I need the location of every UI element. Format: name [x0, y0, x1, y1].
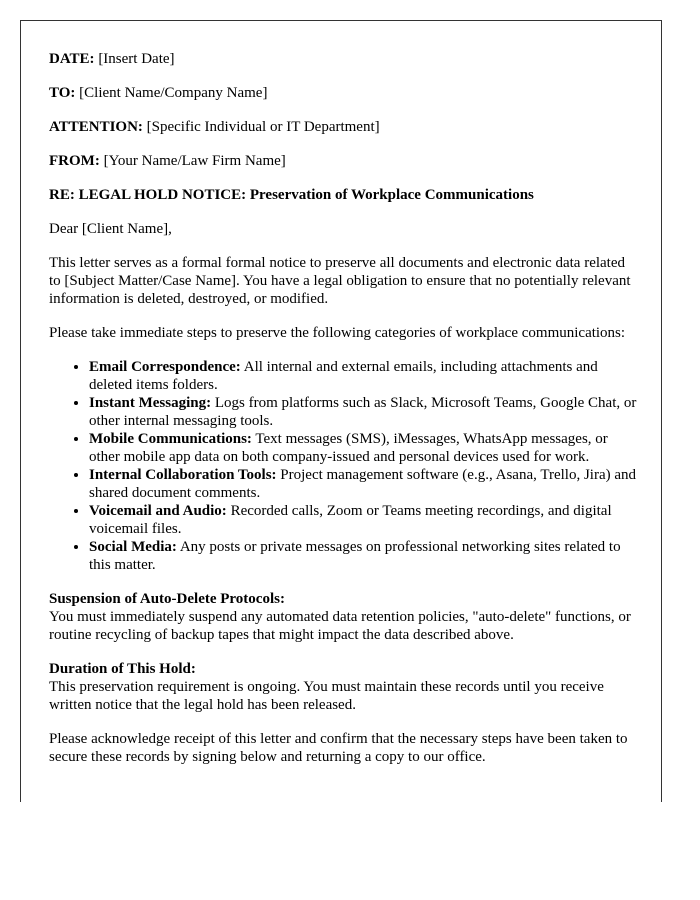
duration-section: Duration of This Hold: This preservation requirement is ongoing. You must maintain these records until you receive written notice that the legal hold has been released.	[49, 661, 604, 713]
list-item: • Email Correspondence: All internal and external emails, including attachments and deleted items folders.	[89, 358, 639, 394]
salutation: Dear [Client Name],	[49, 221, 172, 237]
date-line: DATE: [Insert Date]	[49, 51, 175, 67]
letter-page	[20, 20, 662, 802]
re-line: RE: LEGAL HOLD NOTICE: Preservation of Workplace Communications	[49, 187, 534, 203]
categories-list	[49, 358, 639, 574]
to-line: TO: [Client Name/Company Name]	[49, 85, 268, 101]
list-item: • Internal Collaboration Tools: Project management software (e.g., Asana, Trello, Jira) and shared document comments.	[89, 466, 639, 502]
list-item: • Mobile Communications: Text messages (SMS), iMessages, WhatsApp messages, or other mobile app data on both company-issued and personal devices used for work.	[89, 430, 639, 466]
suspension-section: Suspension of Auto-Delete Protocols: You must immediately suspend any automated data retention policies, "auto-delete" functions, or routine recycling of backup tapes that might impact the data described above.	[49, 591, 631, 643]
list-item: • Instant Messaging: Logs from platforms such as Slack, Microsoft Teams, Google Chat, or other internal messaging tools.	[89, 394, 639, 430]
acknowledge-paragraph: Please acknowledge receipt of this letter and confirm that the necessary steps have been taken to secure these records by signing below and returning a copy to our office.	[49, 731, 628, 765]
list-item: • Voicemail and Audio: Recorded calls, Zoom or Teams meeting recordings, and digital voicemail files.	[89, 502, 639, 538]
intro-paragraph: This letter serves as a formal formal notice to preserve all documents and electronic data related to [Subject Matter/Case Name]. You have a legal obligation to ensure that no potentially relevant information is deleted, destroyed, or modified.	[49, 255, 631, 307]
from-line: FROM: [Your Name/Law Firm Name]	[49, 153, 286, 169]
attention-line: ATTENTION: [Specific Individual or IT Department]	[49, 119, 380, 135]
list-item: • Social Media: Any posts or private messages on professional networking sites related to this matter.	[89, 538, 639, 574]
categories-intro: Please take immediate steps to preserve the following categories of workplace communications:	[49, 325, 626, 341]
